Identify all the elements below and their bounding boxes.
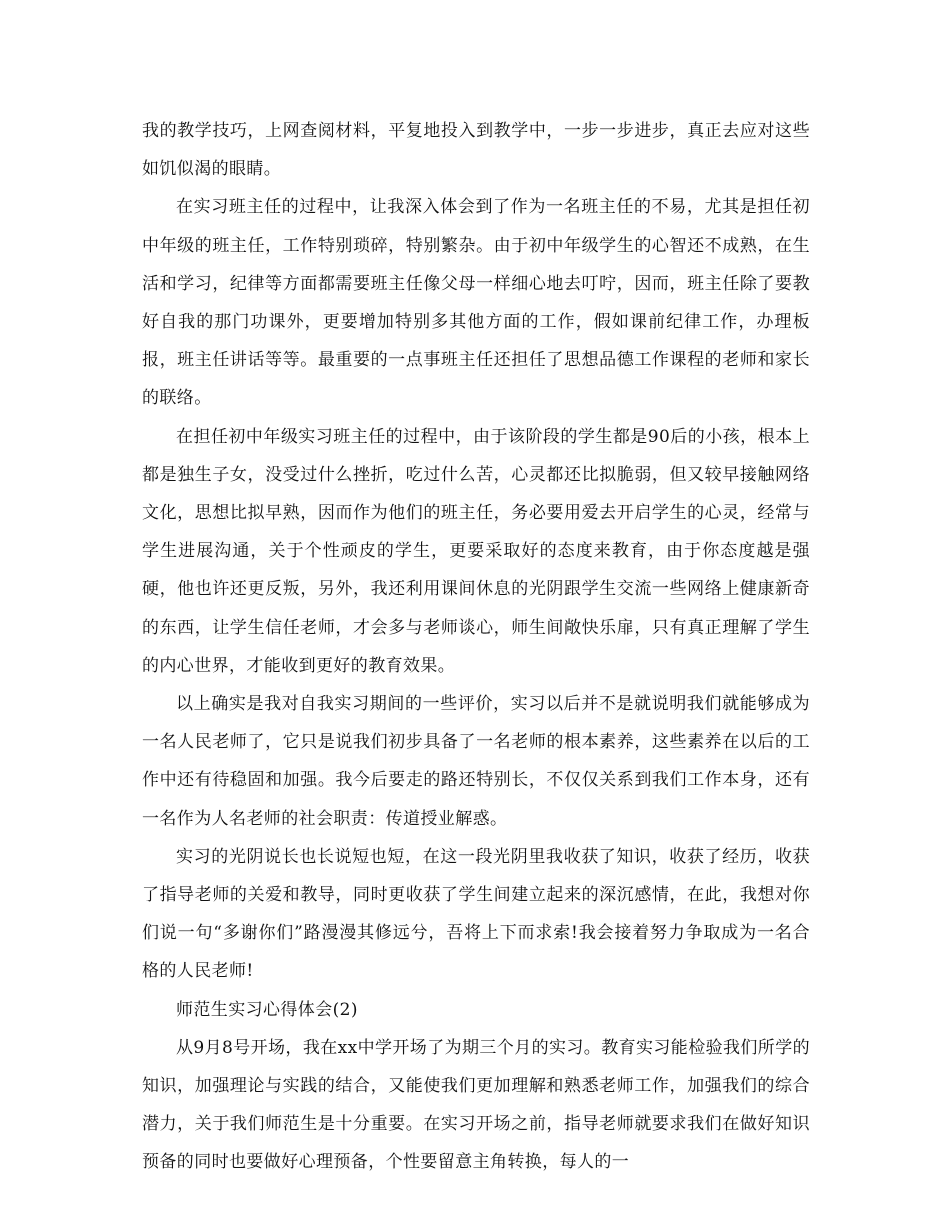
- section-heading: 师范生实习心得体会(2): [176, 999, 358, 1020]
- paragraph-2: 在实习班主任的过程中，让我深入体会到了作为一名班主任的不易，尤其是担任初中年级的班主任，工作特别琐碎，特别繁杂。由于初中年级学生的心智还不成熟，在生活和学习，纪律等方面都需要班主任像父母一样细心地去叮咛，因而，班主任除了要教好自我的那门功课外，更要增加特别多其他方面的工作，假如课前纪律工作，办理板报，班主任讲话等等。最重要的一点事班主任还担任了思想品德工作课程的老师和家长的联络。: [142, 197, 810, 409]
- paragraph-3: 在担任初中年级实习班主任的过程中，由于该阶段的学生都是90后的小孩，根本上都是独生子女，没受过什么挫折，吃过什么苦，心灵都还比拟脆弱，但又较早接触网络文化，思想比拟早熟，因而作为他们的班主任，务必要用爱去开启学生的心灵，经常与学生进展沟通，关于个性顽皮的学生，更要采取好的态度来教育，由于你态度越是强硬，他也许还更反叛，另外，我还利用课间休息的光阴跟学生交流一些网络上健康新奇的东西，让学生信任老师，才会多与老师谈心，师生间敞快乐扉，只有真正理解了学生的内心世界，才能收到更好的教育效果。: [142, 426, 810, 676]
- paragraph-1: 我的教学技巧，上网查阅材料，平复地投入到教学中，一步一步进步，真正去应对这些如饥似渴的眼睛。: [142, 121, 810, 180]
- document-body: [142, 112, 810, 1182]
- paragraph-6: 从9月8号开场，我在xx中学开场了为期三个月的实习。教育实习能检验我们所学的知识，加强理论与实践的结合，又能使我们更加理解和熟悉老师工作，加强我们的综合潜力，关于我们师范生是十分重要。在实习开场之前，指导老师就要求我们在做好知识预备的同时也要做好心理预备，个性要留意主角转换，每人的一: [142, 1037, 811, 1173]
- paragraph-4: 以上确实是我对自我实习期间的一些评价，实习以后并不是就说明我们就能够成为一名人民老师了，它只是说我们初步具备了一名老师的根本素养，这些素养在以后的工作中还有待稳固和加强。我今后要走的路还特别长，不仅仅关系到我们工作本身，还有一名作为人名老师的社会职责：传道授业解惑。: [142, 694, 810, 829]
- paragraph-5: 实习的光阴说长也长说短也短，在这一段光阴里我收获了知识，收获了经历，收获了指导老师的关爱和教导，同时更收获了学生间建立起来的深沉感情，在此，我想对你们说一句“多谢你们”路漫漫其修远兮，吾将上下而求索!我会接着努力争取成为一名合格的人民老师!: [142, 846, 810, 982]
